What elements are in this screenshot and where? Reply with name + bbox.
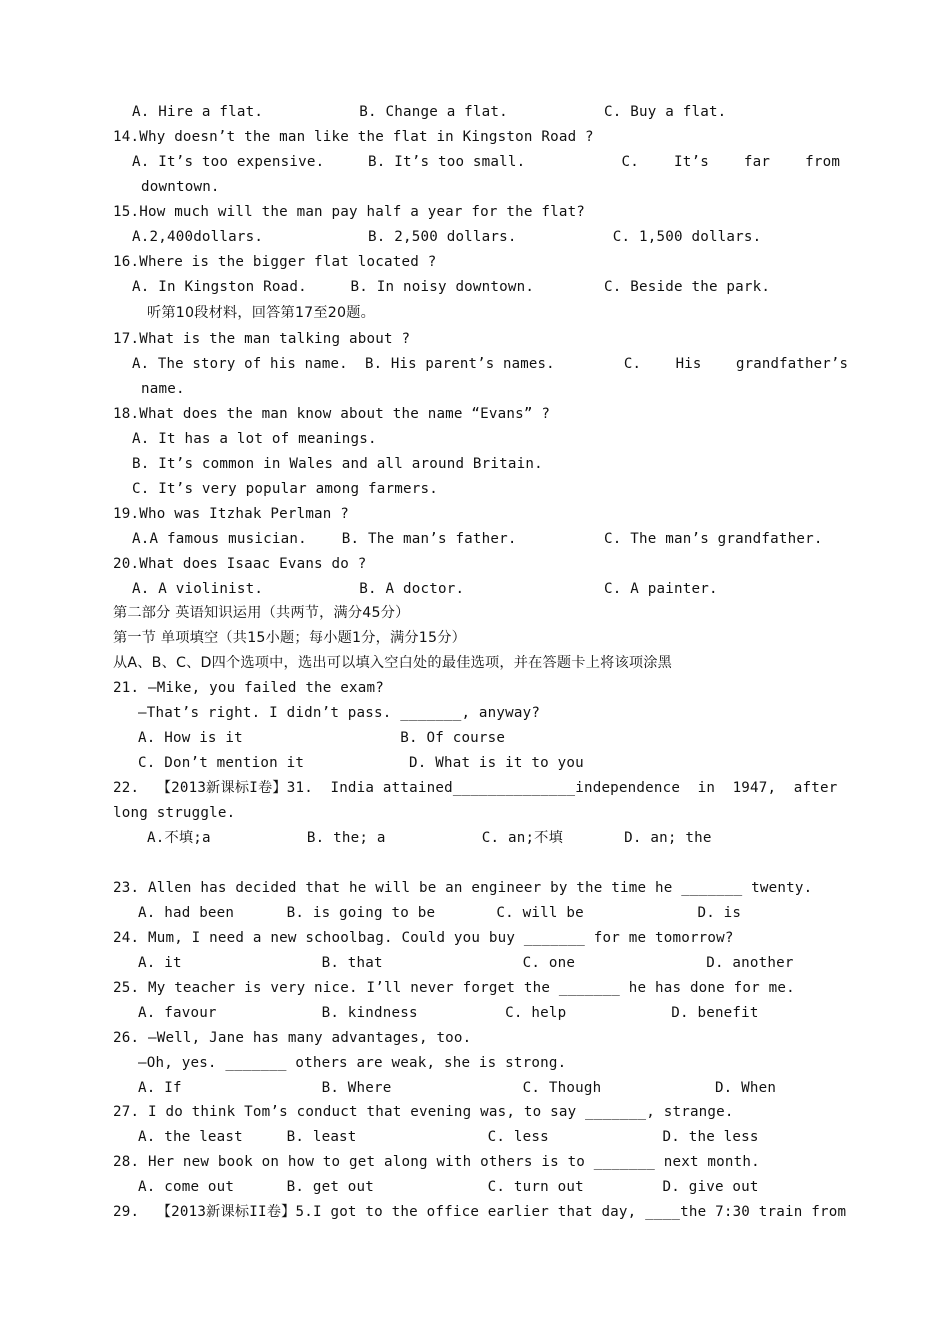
q20-options: A. A violinist. B. A doctor. C. A painter. xyxy=(132,581,718,597)
q18-option-a: A. It has a lot of meanings. xyxy=(132,431,377,447)
q29-stem: 29. 【2013新课标II卷】5.I got to the office earlier that day, ____the 7:30 train from xyxy=(113,1204,847,1220)
q21-dialogue: —That’s right. I didn’t pass. _______, anyway? xyxy=(138,705,541,721)
q14-options: A. It’s too expensive. B. It’s too small. C. It’s far from xyxy=(132,154,841,170)
q27-stem: 27. I do think Tom’s conduct that evening was, to say _______, strange. xyxy=(113,1104,734,1120)
q18-option-c: C. It’s very popular among farmers. xyxy=(132,481,438,497)
q24-stem: 24. Mum, I need a new schoolbag. Could you buy _______ for me tomorrow? xyxy=(113,930,734,946)
part-two-heading: 第二部分 英语知识运用（共两节，满分45分） xyxy=(113,605,410,621)
q21-stem: 21. —Mike, you failed the exam? xyxy=(113,680,384,696)
q26-dialogue: —Oh, yes. _______ others are weak, she is strong. xyxy=(138,1055,567,1071)
q19-stem: 19.Who was Itzhak Perlman ? xyxy=(113,506,350,522)
q25-stem: 25. My teacher is very nice. I’ll never forget the _______ he has done for me. xyxy=(113,980,795,996)
q14-options-cont: downtown. xyxy=(141,179,220,195)
q24-options: A. it B. that C. one D. another xyxy=(138,955,794,971)
q16-stem: 16.Where is the bigger flat located ? xyxy=(113,254,437,270)
q26-options: A. If B. Where C. Though D. When xyxy=(138,1080,777,1096)
q18-stem: 18.What does the man know about the name “Evans” ? xyxy=(113,406,551,422)
q21-options-cd: C. Don’t mention it D. What is it to you xyxy=(138,755,584,771)
q15-options: A.2,400dollars. B. 2,500 dollars. C. 1,500 dollars. xyxy=(132,229,762,245)
q22-options: A.不填;a B. the; a C. an;不填 D. an; the xyxy=(147,830,712,846)
q20-stem: 20.What does Isaac Evans do ? xyxy=(113,556,367,572)
section-one-instruction: 从A、B、C、D四个选项中，选出可以填入空白处的最佳选项，并在答题卡上将该项涂黑 xyxy=(113,655,673,671)
q13-options: A. Hire a flat. B. Change a flat. C. Buy a flat. xyxy=(132,104,727,120)
q15-stem: 15.How much will the man pay half a year for the flat? xyxy=(113,204,586,220)
q23-stem: 23. Allen has decided that he will be an engineer by the time he _______ twenty. xyxy=(113,880,813,896)
q18-option-b: B. It’s common in Wales and all around Britain. xyxy=(132,456,543,472)
q27-options: A. the least B. least C. less D. the less xyxy=(138,1129,759,1145)
q28-stem: 28. Her new book on how to get along with others is to _______ next month. xyxy=(113,1154,760,1170)
q22-stem: 22. 【2013新课标I卷】31. India attained______________independence in 1947, after xyxy=(113,780,838,796)
q28-options: A. come out B. get out C. turn out D. give out xyxy=(138,1179,759,1195)
q25-options: A. favour B. kindness C. help D. benefit xyxy=(138,1005,759,1021)
q21-options-ab: A. How is it B. Of course xyxy=(138,730,506,746)
q14-stem: 14.Why doesn’t the man like the flat in Kingston Road ? xyxy=(113,129,594,145)
q17-stem: 17.What is the man talking about ? xyxy=(113,331,411,347)
q23-options: A. had been B. is going to be C. will be D. is xyxy=(138,905,742,921)
q26-stem: 26. —Well, Jane has many advantages, too. xyxy=(113,1030,472,1046)
q17-options: A. The story of his name. B. His parent’s names. C. His grandfather’s xyxy=(132,356,849,372)
q17-options-cont: name. xyxy=(141,381,185,397)
section-one-heading: 第一节 单项填空（共15小题；每小题1分，满分15分） xyxy=(113,630,466,646)
section-instruction-10: 听第10段材料，回答第17至20题。 xyxy=(147,305,376,321)
q22-stem-cont: long struggle. xyxy=(113,805,236,821)
q19-options: A.A famous musician. B. The man’s father. C. The man’s grandfather. xyxy=(132,531,823,547)
q16-options: A. In Kingston Road. B. In noisy downtown. C. Beside the park. xyxy=(132,279,771,295)
